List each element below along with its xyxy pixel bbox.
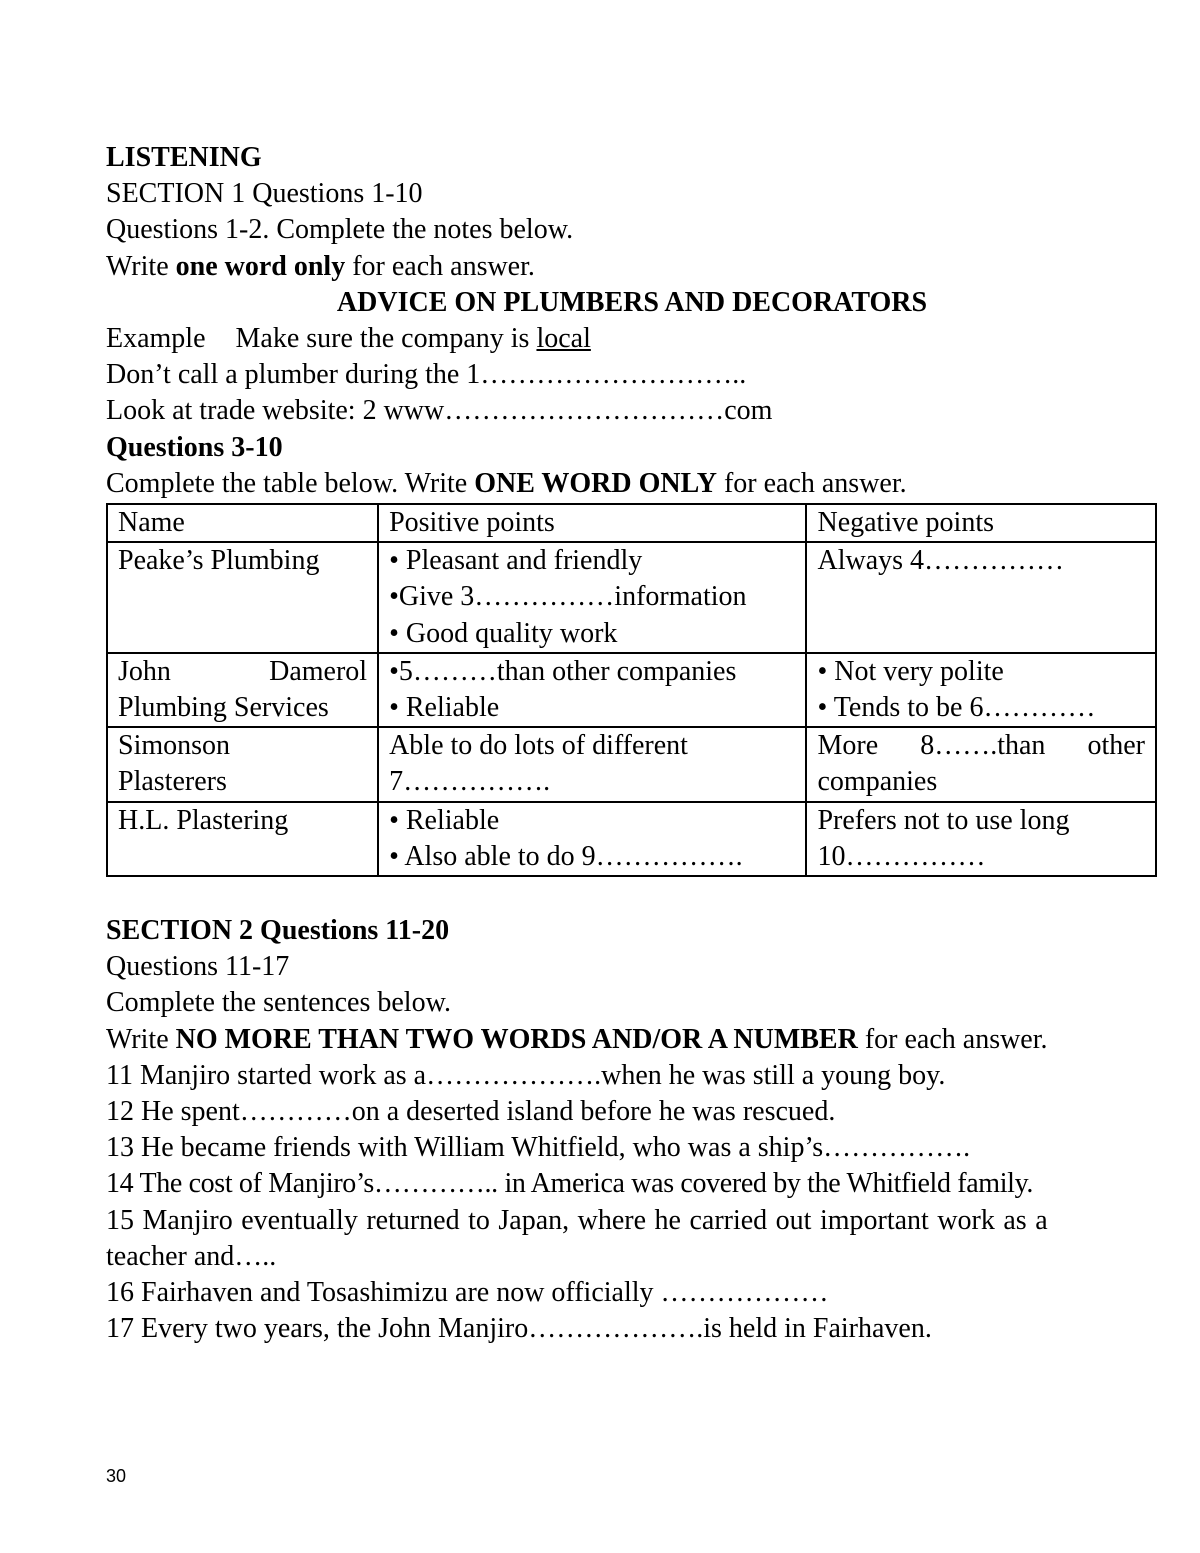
document-page <box>106 140 1158 1348</box>
question-12: 12 He spent…………on a deserted island before he was rescued. <box>106 1096 836 1128</box>
notes-title: ADVICE ON PLUMBERS AND DECORATORS <box>336 286 928 318</box>
cell-name <box>107 542 378 653</box>
example-line <box>106 321 1158 357</box>
q1-2-instruction: Questions 1-2. Complete the notes below. <box>106 214 574 246</box>
cell-name <box>107 727 378 801</box>
cell-negative <box>806 802 1156 876</box>
question-15-line-1: 15 Manjiro eventually returned to Japan, where he carried out important work as a <box>106 1204 1048 1236</box>
cell-line: Prefers not to use long <box>817 804 1070 836</box>
answer-table <box>106 503 1157 877</box>
cell-line-justified <box>817 728 1145 764</box>
cell-line: companies <box>817 766 938 798</box>
section2-instruction: Complete the sentences below. <box>106 987 451 1019</box>
table-row <box>107 542 1156 653</box>
cell-line: • Pleasant and friendly <box>389 545 643 577</box>
cell-line: Plasterers <box>118 766 227 798</box>
cell-negative <box>806 653 1156 727</box>
table-row <box>107 802 1156 876</box>
cell-word: 8…….than <box>920 730 1046 762</box>
cell-line: • Reliable <box>389 804 500 836</box>
cell-positive <box>378 727 806 801</box>
q3-10-heading: Questions 3-10 <box>106 431 283 463</box>
write-prefix: Write <box>106 250 176 282</box>
cell-line: Plumbing Services <box>118 692 329 724</box>
cell-line: • Not very polite <box>817 655 1004 687</box>
write-prefix: Write <box>106 1023 176 1055</box>
cell-line: Able to do lots of different <box>389 730 688 762</box>
cell-negative <box>806 542 1156 653</box>
cell-line: 10…………… <box>817 840 986 872</box>
cell-negative <box>806 727 1156 801</box>
table-instr-bold: ONE WORD ONLY <box>474 467 717 499</box>
table-row <box>107 653 1156 727</box>
cell-line: • Reliable <box>389 692 500 724</box>
cell-word: other <box>1087 730 1145 762</box>
cell-line: • Tends to be 6………… <box>817 692 1096 724</box>
question-15-line-2: teacher and….. <box>106 1240 277 1272</box>
section2-write-instruction <box>106 1022 1158 1058</box>
cell-line: • Good quality work <box>389 617 618 649</box>
cell-positive <box>378 653 806 727</box>
write-suffix: for each answer. <box>345 250 535 282</box>
write-instruction <box>106 249 1158 285</box>
header-positive: Positive points <box>378 504 806 542</box>
page-number: 30 <box>106 1466 127 1486</box>
cell-positive <box>378 802 806 876</box>
example-text: Make sure the company is <box>235 323 537 355</box>
table-instr-suffix: for each answer. <box>716 467 907 499</box>
cell-line: 7……………. <box>389 766 551 798</box>
cell-name <box>107 802 378 876</box>
header-negative: Negative points <box>806 504 1156 542</box>
table-row <box>107 727 1156 801</box>
section2-subtitle: Questions 11-17 <box>106 951 290 983</box>
cell-line: •5………than other companies <box>389 655 737 687</box>
question-17: 17 Every two years, the John Manjiro……………….is held in Fairhaven. <box>106 1313 932 1345</box>
write-bold: NO MORE THAN TWO WORDS AND/OR A NUMBER <box>175 1023 858 1055</box>
example-answer: local <box>536 323 591 355</box>
table-instruction <box>106 466 1158 502</box>
listening-heading: LISTENING <box>106 142 262 173</box>
cell-positive <box>378 542 806 653</box>
cell-line: Always 4…………… <box>817 545 1065 577</box>
cell-word: More <box>817 730 879 762</box>
section2-title: SECTION 2 Questions 11-20 <box>106 915 450 947</box>
question-14: 14 The cost of Manjiro’s………….. in America was covered by the Whitfield family. <box>106 1168 1034 1200</box>
note-2: Look at trade website: 2 www…………………………com <box>106 395 773 427</box>
question-11: 11 Manjiro started work as a……………….when he was still a young boy. <box>106 1059 946 1091</box>
note-1: Don’t call a plumber during the 1……………………….. <box>106 359 747 391</box>
cell-line: • Also able to do 9……………. <box>389 840 743 872</box>
table-instr-prefix: Complete the table below. Write <box>106 467 475 499</box>
example-label: Example <box>106 323 206 355</box>
cell-line: Peake’s Plumbing <box>118 545 320 577</box>
write-suffix: for each answer. <box>857 1023 1048 1055</box>
question-16: 16 Fairhaven and Tosashimizu are now officially ……………… <box>106 1277 829 1309</box>
cell-word: Damerol <box>269 655 368 687</box>
header-name: Name <box>107 504 378 542</box>
cell-line: Simonson <box>118 730 231 762</box>
section1-title: SECTION 1 Questions 1-10 <box>106 178 423 210</box>
table-header-row <box>107 504 1156 542</box>
cell-word: John <box>118 655 171 687</box>
cell-name <box>107 653 378 727</box>
cell-line: •Give 3……………information <box>389 581 747 613</box>
write-bold: one word only <box>175 250 346 282</box>
cell-line: H.L. Plastering <box>118 804 289 836</box>
cell-line-justified <box>118 654 377 690</box>
question-13: 13 He became friends with William Whitfield, who was a ship’s……………. <box>106 1132 971 1164</box>
